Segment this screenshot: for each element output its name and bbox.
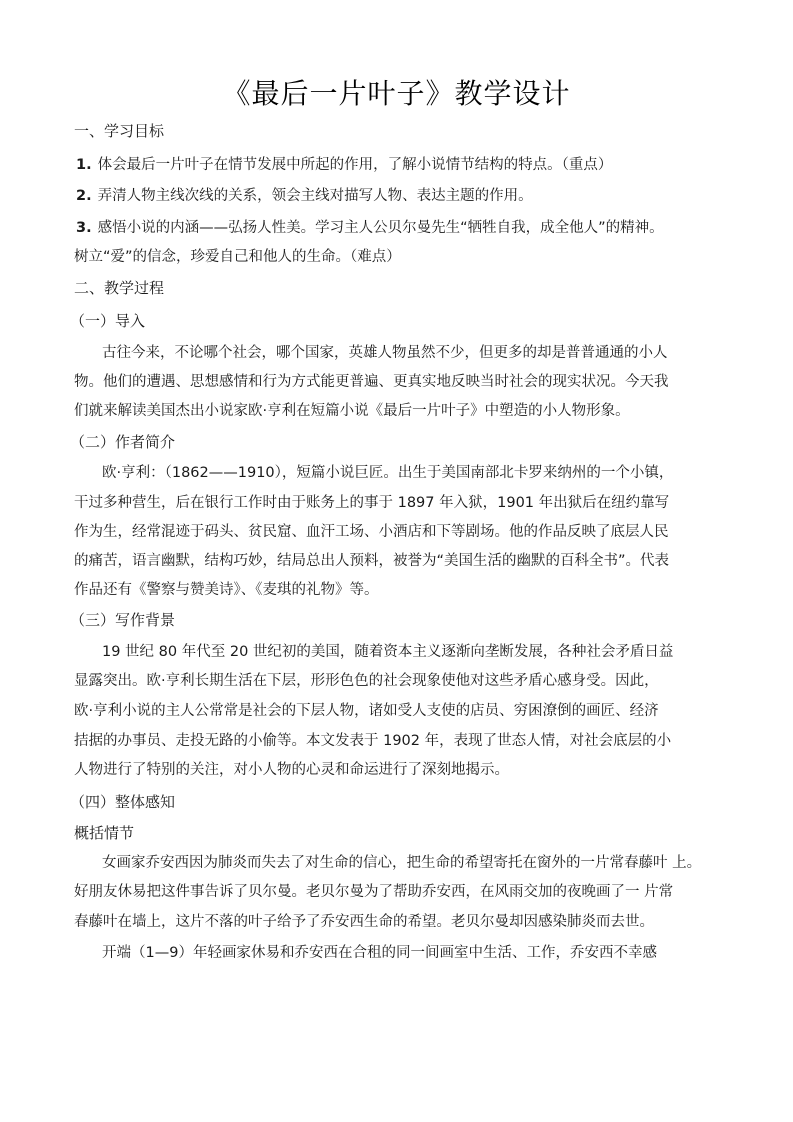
paragraph-line: 干过多种营生，后在银行工作时由于账务上的事于 1897 年入狱，1901 年出狱后在纽约靠写: [74, 495, 670, 511]
goal-number: 1.: [76, 157, 92, 173]
paragraph-line: 19 世纪 80 年代至 20 世纪初的美国，随着资本主义逐渐向垄断发展，各种社会矛盾日益: [102, 644, 674, 660]
subsection-heading-background: （三）写作背景: [70, 611, 176, 629]
section-heading-goals: 一、学习目标: [74, 122, 165, 140]
paragraph-line: 欧·亨利小说的主人公常常是社会的下层人物，诸如受人支使的店员、穷困潦倒的画匠、经济: [74, 703, 659, 719]
paragraph-line: 作为生，经常混迹于码头、贫民窟、血汗工场、小酒店和下等剧场。他的作品反映了底层人民: [74, 524, 669, 540]
goal-number: 3.: [76, 220, 92, 236]
paragraph-line: 女画家乔安西因为肺炎而失去了对生命的信心，把生命的希望寄托在窗外的一片常春藤叶 上。: [102, 855, 702, 871]
paragraph-line: 的痛苦，语言幽默，结构巧妙，结局总出人预料，被誉为“美国生活的幽默的百科全书”。代表: [74, 553, 670, 569]
document-title: 《最后一片叶子》教学设计: [222, 77, 571, 110]
paragraph-line: 好朋友休易把这件事告诉了贝尔曼。老贝尔曼为了帮助乔安西，在风雨交加的夜晚画了一 片常: [74, 884, 674, 900]
paragraph-line: 欧·亨利：（1862——1910），短篇小说巨匠。出生于美国南部北卡罗来纳州的一个小镇，: [102, 465, 674, 481]
goal-text: 体会最后一片叶子在情节发展中所起的作用，了解小说情节结构的特点。（重点）: [97, 157, 613, 173]
paragraph-line: 古往今来，不论哪个社会，哪个国家，英雄人物虽然不少，但更多的却是普普通通的小人: [102, 345, 668, 361]
goal-item-1: [76, 155, 612, 175]
paragraph-line: 显露突出。欧·亨利长期生活在下层，形形色色的社会现象使他对这些矛盾心感身受。因此，: [74, 673, 659, 689]
paragraph-line: 拮据的办事员、走投无路的小偷等。本文发表于 1902 年，表现了世态人情，对社会底层的小: [74, 733, 672, 749]
goal-item-3-continued: 树立“爱”的信念，珍爱自己和他人的生命。（难点）: [74, 249, 401, 265]
goal-text: 感悟小说的内涵——弘扬人性美。学习主人公贝尔曼先生“牺牲自我，成全他人”的精神。: [97, 220, 664, 236]
subsection-heading-overall: （四）整体感知: [70, 793, 176, 811]
subsection-heading-author: （二）作者简介: [70, 433, 176, 451]
goal-text: 弄清人物主线次线的关系，领会主线对描写人物、表达主题的作用。: [97, 188, 533, 204]
paragraph-line: 们就来解读美国杰出小说家欧·亨利在短篇小说《最后一片叶子》中塑造的小人物形象。: [74, 403, 630, 419]
subsection-heading-intro: （一）导入: [70, 312, 146, 330]
subsection-subheading-plot: 概括情节: [74, 824, 135, 842]
goal-item-3: [76, 218, 664, 238]
paragraph-line: 人物进行了特别的关注，对小人物的心灵和命运进行了深刻地揭示。: [74, 762, 509, 778]
paragraph-line: 物。他们的遭遇、思想感情和行为方式能更普遍、更真实地反映当时社会的现实状况。今天我: [74, 374, 669, 390]
paragraph-line: 春藤叶在墙上，这片不落的叶子给予了乔安西生命的希望。老贝尔曼却因感染肺炎而去世。: [74, 914, 654, 930]
goal-item-2: [76, 186, 533, 206]
section-heading-process: 二、教学过程: [74, 279, 165, 297]
goal-number: 2.: [76, 188, 92, 204]
paragraph-line: 开端（1—9）年轻画家休易和乔安西在合租的同一间画室中生活、工作，乔安西不幸感: [102, 945, 657, 961]
paragraph-line: 作品还有《警察与赞美诗》、《麦琪的礼物》等。: [74, 582, 379, 598]
